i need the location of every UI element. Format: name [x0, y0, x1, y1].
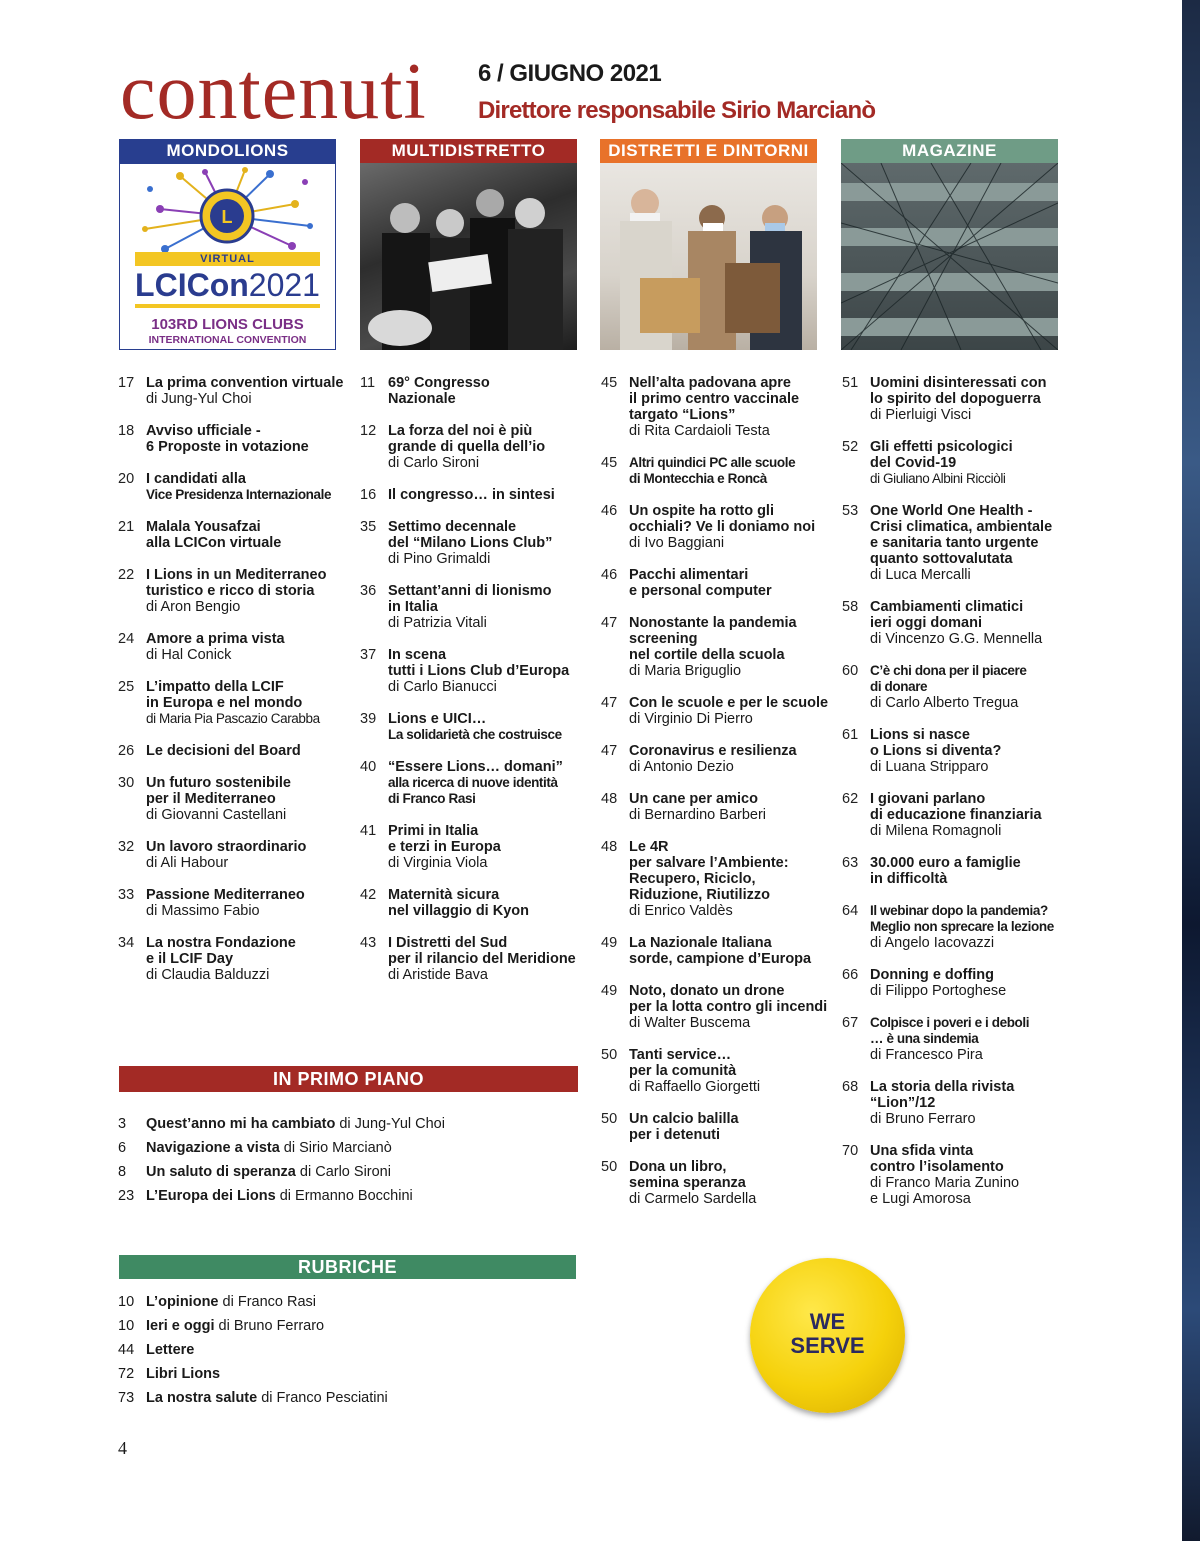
toc-entry-page: 50 — [601, 1159, 618, 1175]
toc-entry-page: 21 — [118, 519, 135, 535]
list-item-title: Ieri e oggi — [146, 1318, 215, 1334]
rubriche-item[interactable] — [118, 1314, 578, 1338]
list-item-title: La nostra salute — [146, 1390, 258, 1406]
toc-entry-title: La prima convention virtuale — [146, 375, 344, 391]
toc-entry[interactable] — [601, 791, 831, 823]
toc-entry[interactable] — [360, 423, 590, 471]
toc-entry-page: 22 — [118, 567, 135, 583]
toc-entry-page: 16 — [360, 487, 377, 503]
toc-entry-title: Una sfida vinta contro l’isolamento — [870, 1143, 1004, 1175]
toc-entry-author: La solidarietà che costruisce — [388, 727, 562, 742]
toc-entry-title: Lions si nasce o Lions si diventa? — [870, 727, 1002, 759]
toc-entry-author: di Angelo Iacovazzi — [870, 935, 995, 951]
toc-entry-title: Pacchi alimentari e personal computer — [629, 567, 772, 599]
toc-entry-author: di Luca Mercalli — [870, 567, 971, 583]
toc-entry-author: di Carlo Alberto Tregua — [870, 695, 1019, 711]
list-item-page: 3 — [118, 1116, 127, 1132]
list-item-author: di Sirio Marcianò — [279, 1140, 392, 1156]
toc-entry-page: 48 — [601, 839, 618, 855]
toc-entry[interactable] — [601, 1111, 831, 1143]
toc-entry-page: 62 — [842, 791, 859, 807]
toc-entry-author: di Carlo Bianucci — [388, 679, 497, 695]
column-heading-magazine: MAGAZINE — [841, 139, 1058, 163]
list-item-author: di Ermanno Bocchini — [275, 1188, 413, 1204]
toc-entry[interactable] — [842, 439, 1072, 487]
toc-entry-author: di Franco Maria Zunino e Lugi Amorosa — [870, 1175, 1020, 1207]
toc-entry-title: La Nazionale Italiana sorde, campione d’Europa — [629, 935, 812, 967]
toc-entry-title: Lions e UICI… — [388, 711, 487, 727]
toc-entry-author: di Aristide Bava — [388, 967, 488, 983]
toc-entry[interactable] — [118, 631, 348, 663]
toc-entry-page: 26 — [118, 743, 135, 759]
toc-entry[interactable] — [118, 935, 348, 983]
rubriche-list — [118, 1290, 578, 1410]
toc-entry-author: Vice Presidenza Internazionale — [146, 487, 332, 502]
list-item-page: 73 — [118, 1390, 135, 1406]
toc-entry-author: di Walter Buscema — [629, 1015, 751, 1031]
toc-entry-title: I Lions in un Mediterraneo turistico e ricco di storia — [146, 567, 327, 599]
list-item-author: di Franco Rasi — [218, 1294, 317, 1310]
primo-piano-heading: IN PRIMO PIANO — [119, 1066, 578, 1092]
toc-entry-page: 68 — [842, 1079, 859, 1095]
toc-entry-page: 36 — [360, 583, 377, 599]
toc-entry-title: Dona un libro, semina speranza — [629, 1159, 746, 1191]
list-item-page: 23 — [118, 1188, 135, 1204]
toc-entry-title: 30.000 euro a famiglie in difficoltà — [870, 855, 1021, 887]
toc-entry[interactable] — [601, 935, 831, 967]
toc-entry-title: La storia della rivista “Lion”/12 — [870, 1079, 1015, 1111]
lcicon-text: LCICon — [135, 267, 249, 303]
toc-entry-page: 67 — [842, 1015, 859, 1031]
toc-entry-page: 49 — [601, 983, 618, 999]
toc-entry[interactable] — [601, 567, 831, 599]
list-item-page: 10 — [118, 1318, 135, 1334]
toc-entry-author: di Virginia Viola — [388, 855, 488, 871]
toc-entry-title: Gli effetti psicologici del Covid-19 — [870, 439, 1013, 471]
toc-entry[interactable] — [360, 759, 590, 807]
toc-entry-title: In scena tutti i Lions Club d’Europa — [388, 647, 570, 679]
lcicon-logo-image — [119, 163, 336, 350]
toc-entry[interactable] — [842, 663, 1072, 711]
toc-entry[interactable] — [601, 695, 831, 727]
photo-illustration — [841, 163, 1058, 350]
toc-entry-page: 51 — [842, 375, 859, 391]
toc-entry-page: 12 — [360, 423, 377, 439]
toc-entry-page: 49 — [601, 935, 618, 951]
we-serve-badge — [750, 1258, 905, 1413]
toc-entry-author: di Giuliano Albini Ricciòli — [870, 471, 1006, 486]
toc-entry-title: Amore a prima vista — [146, 631, 285, 647]
toc-entry-page: 33 — [118, 887, 135, 903]
toc-entry-title: L’impatto della LCIF in Europa e nel mondo — [146, 679, 303, 711]
toc-entry[interactable] — [601, 503, 831, 551]
toc-entry-title: “Essere Lions… domani” — [388, 759, 563, 775]
primo_piano-item[interactable] — [118, 1184, 578, 1208]
toc-entry[interactable] — [601, 615, 831, 679]
list-item-author: di Bruno Ferraro — [214, 1318, 325, 1334]
toc-entry-author: di Virginio Di Pierro — [629, 711, 753, 727]
toc-entry-page: 18 — [118, 423, 135, 439]
toc-entry-title: Noto, donato un drone per la lotta contro gli incendi — [629, 983, 828, 1015]
toc-entry[interactable] — [601, 743, 831, 775]
toc-entry-page: 17 — [118, 375, 135, 391]
primo_piano-item[interactable] — [118, 1112, 578, 1136]
list-item-title: Libri Lions — [146, 1366, 221, 1382]
toc-entry-title: Un ospite ha rotto gli occhiali? Ve li doniamo noi — [629, 503, 816, 535]
toc-entry-title: Uomini disinteressati con lo spirito del dopoguerra — [870, 375, 1047, 407]
toc-entry[interactable] — [360, 487, 590, 503]
toc-entry-page: 45 — [601, 455, 618, 471]
toc-entry-page: 50 — [601, 1047, 618, 1063]
toc-entry[interactable] — [842, 375, 1072, 423]
toc-entry[interactable] — [842, 967, 1072, 999]
toc-entry-page: 41 — [360, 823, 377, 839]
toc-entry[interactable] — [360, 823, 590, 871]
rubriche-item[interactable] — [118, 1290, 578, 1314]
donation-photo — [600, 163, 817, 350]
toc-entry-page: 47 — [601, 743, 618, 759]
toc-entry[interactable] — [842, 903, 1072, 951]
virtual-label: VIRTUAL — [200, 253, 255, 265]
mondolions-entries — [118, 375, 348, 999]
toc-entry[interactable] — [118, 743, 348, 759]
toc-entry-page: 39 — [360, 711, 377, 727]
toc-entry[interactable] — [842, 791, 1072, 839]
rubriche-heading: RUBRICHE — [119, 1255, 576, 1279]
toc-entry-author: di Raffaello Giorgetti — [629, 1079, 761, 1095]
toc-entry-page: 45 — [601, 375, 618, 391]
toc-entry[interactable] — [842, 1143, 1072, 1207]
toc-entry-title: Le decisioni del Board — [146, 743, 301, 759]
toc-entry[interactable] — [842, 1015, 1072, 1063]
toc-entry-page: 42 — [360, 887, 377, 903]
photo-illustration — [600, 163, 817, 350]
list-item-page: 44 — [118, 1342, 135, 1358]
convention-line-1: 103RD LIONS CLUBS — [151, 316, 304, 333]
toc-entry-title: Settimo decennale del “Milano Lions Club” — [388, 519, 553, 551]
toc-entry-page: 34 — [118, 935, 135, 951]
toc-entry-page: 58 — [842, 599, 859, 615]
toc-entry-title: Il webinar dopo la pandemia? Meglio non sprecare la lezione — [870, 903, 1054, 934]
column-heading-multidistretto: MULTIDISTRETTO — [360, 139, 577, 163]
toc-entry[interactable] — [118, 679, 348, 727]
toc-entry-title: Tanti service… per la comunità — [629, 1047, 737, 1079]
list-item-title: Un saluto di speranza — [146, 1164, 296, 1180]
toc-entry-title: Coronavirus e resilienza — [629, 743, 797, 759]
distretti-entries — [601, 375, 831, 1223]
toc-entry-page: 11 — [360, 375, 376, 391]
toc-entry-title: I candidati alla — [146, 471, 246, 487]
toc-entry-title: Colpisce i poveri e i deboli … è una sindemia — [870, 1015, 1030, 1046]
toc-entry-page: 40 — [360, 759, 377, 775]
toc-entry-author: di Luana Stripparo — [870, 759, 989, 775]
list-item-title: L’Europa dei Lions — [146, 1188, 276, 1204]
toc-entry[interactable] — [118, 567, 348, 615]
toc-entry[interactable] — [118, 471, 348, 503]
badge-line-2: SERVE — [790, 1333, 865, 1358]
primo_piano-item[interactable] — [118, 1160, 578, 1184]
toc-entry-title: Donning e doffing — [870, 967, 995, 983]
toc-entry-title: Altri quindici PC alle scuole di Montecchia e Roncà — [629, 455, 796, 486]
toc-entry-title: Un lavoro straordinario — [146, 839, 307, 855]
toc-entry-page: 60 — [842, 663, 859, 679]
toc-entry-page: 48 — [601, 791, 618, 807]
toc-entry-author: di Jung-Yul Choi — [146, 391, 252, 407]
toc-entry-page: 43 — [360, 935, 377, 951]
toc-entry-page: 25 — [118, 679, 135, 695]
toc-entry-author: di Pierluigi Visci — [870, 407, 972, 423]
toc-entry-author: alla ricerca di nuove identità di Franco Rasi — [388, 775, 558, 806]
toc-entry-author: di Bernardino Barberi — [629, 807, 767, 823]
toc-entry-title: La forza del noi è più grande di quella dell’io — [388, 423, 546, 455]
toc-entry-title: C’è chi dona per il piacere di donare — [870, 663, 1027, 694]
toc-entry-title: Primi in Italia e terzi in Europa — [388, 823, 501, 855]
toc-entry[interactable] — [118, 775, 348, 823]
toc-entry[interactable] — [360, 519, 590, 567]
column-heading-mondolions: MONDOLIONS — [119, 139, 336, 163]
toc-entry-author: di Enrico Valdès — [629, 903, 733, 919]
toc-entry[interactable] — [118, 887, 348, 919]
toc-entry-title: 69° Congresso Nazionale — [388, 375, 490, 407]
multidistretto-entries — [360, 375, 590, 999]
toc-entry-page: 24 — [118, 631, 135, 647]
toc-entry-page: 61 — [842, 727, 859, 743]
toc-entry[interactable] — [360, 887, 590, 919]
list-item-title: Quest’anno mi ha cambiato — [146, 1116, 336, 1132]
toc-entry-author: di Patrizia Vitali — [388, 615, 487, 631]
toc-entry-author: di Vincenzo G.G. Mennella — [870, 631, 1043, 647]
toc-entry-title: Nonostante la pandemia screening nel cortile della scuola — [629, 615, 797, 663]
toc-entry-title: Maternità sicura nel villaggio di Kyon — [388, 887, 529, 919]
toc-entry[interactable] — [360, 583, 590, 631]
issue-date: 6 / GIUGNO 2021 — [478, 60, 662, 87]
toc-entry[interactable] — [842, 1079, 1072, 1127]
page-number: 4 — [118, 1438, 127, 1458]
toc-entry[interactable] — [842, 855, 1072, 887]
list-item-page: 10 — [118, 1294, 135, 1310]
convention-line-2: INTERNATIONAL CONVENTION — [148, 334, 307, 346]
toc-entry[interactable] — [118, 375, 348, 407]
toc-entry-page: 66 — [842, 967, 859, 983]
toc-entry[interactable] — [601, 455, 831, 487]
toc-entry[interactable] — [601, 839, 831, 919]
toc-entry-author: di Giovanni Castellani — [146, 807, 287, 823]
toc-entry-page: 20 — [118, 471, 135, 487]
rubriche-item[interactable] — [118, 1386, 578, 1410]
toc-entry[interactable] — [360, 711, 590, 743]
toc-entry-author: di Aron Bengio — [146, 599, 241, 615]
toc-entry-page: 46 — [601, 567, 618, 583]
primo_piano-item[interactable] — [118, 1136, 578, 1160]
toc-entry-title: Il congresso… in sintesi — [388, 487, 555, 503]
badge-line-1: WE — [809, 1309, 846, 1334]
list-item-author: di Jung-Yul Choi — [335, 1116, 445, 1132]
svg-text:L: L — [221, 207, 233, 227]
toc-entry-author: di Maria Pia Pascazio Carabba — [146, 711, 320, 726]
toc-entry-author: di Carmelo Sardella — [629, 1191, 757, 1207]
toc-entry[interactable] — [601, 983, 831, 1031]
list-item-page: 6 — [118, 1140, 127, 1156]
toc-entry-page: 37 — [360, 647, 377, 663]
toc-entry-author: di Francesco Pira — [870, 1047, 983, 1063]
adjacent-page-edge — [1182, 0, 1200, 1541]
list-item-page: 72 — [118, 1366, 135, 1382]
toc-entry-author: di Massimo Fabio — [146, 903, 260, 919]
toc-entry-title: Un futuro sostenibile per il Mediterraneo — [146, 775, 291, 807]
rubriche-item[interactable] — [118, 1338, 578, 1362]
toc-entry-author: di Filippo Portoghese — [870, 983, 1007, 999]
toc-entry-page: 63 — [842, 855, 859, 871]
magazine-entries — [842, 375, 1072, 1223]
toc-entry-author: di Bruno Ferraro — [870, 1111, 976, 1127]
rubriche-item[interactable] — [118, 1362, 578, 1386]
toc-entry-title: Le 4R per salvare l’Ambiente: Recupero, Riciclo, Riduzione, Riutilizzo — [629, 839, 789, 903]
toc-entry[interactable] — [360, 935, 590, 983]
toc-entry[interactable] — [842, 599, 1072, 647]
toc-entry-author: di Hal Conick — [146, 647, 232, 663]
toc-entry-author: di Carlo Sironi — [388, 455, 480, 471]
toc-entry-title: I Distretti del Sud per il rilancio del Meridione — [388, 935, 576, 967]
toc-entry-author: di Ali Habour — [146, 855, 229, 871]
toc-entry-title: Passione Mediterraneo — [146, 887, 305, 903]
toc-entry-title: One World One Health - Crisi climatica, ambientale e sanitaria tanto urgente quanto sottovalutata — [870, 503, 1053, 567]
toc-entry-title: Malala Yousafzai alla LCICon virtuale — [146, 519, 282, 551]
column-heading-distretti: DISTRETTI E DINTORNI — [600, 139, 817, 163]
toc-entry-page: 30 — [118, 775, 135, 791]
photo-illustration — [360, 163, 577, 350]
toc-entry-page: 47 — [601, 615, 618, 631]
toc-entry[interactable] — [842, 503, 1072, 583]
toc-entry[interactable] — [601, 1159, 831, 1207]
toc-entry-page: 70 — [842, 1143, 859, 1159]
list-item-title: Lettere — [146, 1342, 195, 1358]
toc-entry[interactable] — [601, 375, 831, 439]
toc-entry[interactable] — [118, 839, 348, 871]
toc-entry-page: 35 — [360, 519, 377, 535]
primo-piano-list — [118, 1112, 578, 1208]
historic-congress-photo — [360, 163, 577, 350]
toc-entry-author: di Pino Grimaldi — [388, 551, 491, 567]
toc-entry-page: 47 — [601, 695, 618, 711]
toc-entry[interactable] — [118, 519, 348, 551]
toc-entry-author: di Ivo Baggiani — [629, 535, 725, 551]
toc-entry[interactable] — [601, 1047, 831, 1095]
toc-entry-title: Un calcio balilla per i detenuti — [629, 1111, 739, 1143]
toc-entry-title: Un cane per amico — [629, 791, 758, 807]
toc-entry-page: 46 — [601, 503, 618, 519]
toc-entry-page: 50 — [601, 1111, 618, 1127]
page-title: contenuti — [120, 48, 427, 136]
list-item-author: di Carlo Sironi — [295, 1164, 391, 1180]
toc-entry-author: di Claudia Balduzzi — [146, 967, 270, 983]
toc-entry-author: di Maria Briguglio — [629, 663, 742, 679]
list-item-page: 8 — [118, 1164, 127, 1180]
toc-entry-author: di Rita Cardaioli Testa — [629, 423, 770, 439]
toc-entry[interactable] — [360, 647, 590, 695]
toc-entry-author: di Antonio Dezio — [629, 759, 734, 775]
director-line: Direttore responsabile Sirio Marcianò — [478, 97, 876, 124]
toc-entry-page: 53 — [842, 503, 859, 519]
toc-entry-page: 64 — [842, 903, 859, 919]
toc-entry[interactable] — [842, 727, 1072, 775]
toc-entry-title: Nell’alta padovana apre il primo centro vaccinale targato “Lions” — [629, 375, 800, 423]
lcicon-year: 2021 — [248, 267, 320, 303]
list-item-title: L’opinione — [146, 1294, 219, 1310]
toc-entry-title: Con le scuole e per le scuole — [629, 695, 829, 711]
toc-entry-title: Avviso ufficiale - 6 Proposte in votazione — [146, 423, 309, 455]
toc-entry[interactable] — [118, 423, 348, 455]
toc-entry-title: I giovani parlano di educazione finanziaria — [870, 791, 1042, 823]
lcicon-wordmark — [120, 268, 335, 302]
list-item-title: Navigazione a vista — [146, 1140, 280, 1156]
toc-entry-author: di Milena Romagnoli — [870, 823, 1002, 839]
toc-entry[interactable] — [360, 375, 590, 407]
list-item-author: di Franco Pesciatini — [257, 1390, 388, 1406]
toc-entry-page: 52 — [842, 439, 859, 455]
magazine-building-photo — [841, 163, 1058, 350]
toc-entry-page: 32 — [118, 839, 135, 855]
toc-entry-title: Cambiamenti climatici ieri oggi domani — [870, 599, 1024, 631]
toc-entry-title: Settant’anni di lionismo in Italia — [388, 583, 552, 615]
toc-entry-title: La nostra Fondazione e il LCIF Day — [146, 935, 296, 967]
